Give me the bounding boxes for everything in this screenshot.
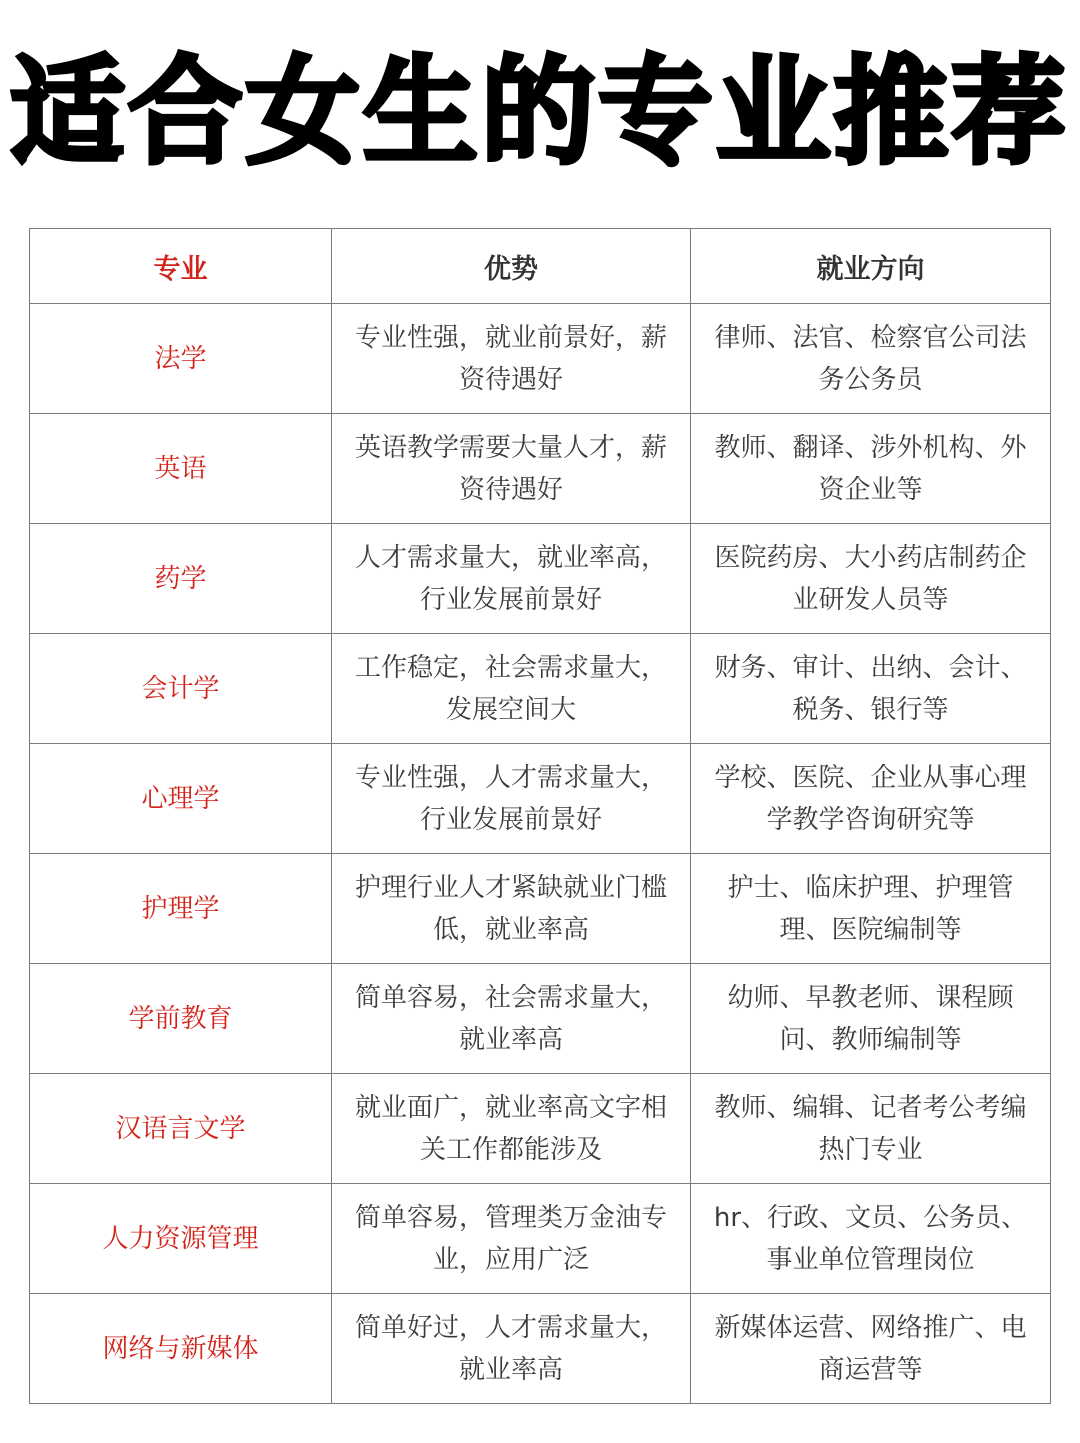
major-name: 法学 xyxy=(30,304,332,414)
major-name: 护理学 xyxy=(30,854,332,964)
major-careers: hr、行政、文员、公务员、事业单位管理岗位 xyxy=(691,1184,1051,1294)
major-name: 网络与新媒体 xyxy=(30,1294,332,1404)
major-name: 会计学 xyxy=(30,634,332,744)
major-advantage: 英语教学需要大量人才，薪资待遇好 xyxy=(332,414,691,524)
major-advantage: 专业性强，就业前景好，薪资待遇好 xyxy=(332,304,691,414)
major-careers: 医院药房、大小药店制药企业研发人员等 xyxy=(691,524,1051,634)
major-name: 药学 xyxy=(30,524,332,634)
table-header-row xyxy=(30,229,1051,304)
table-row xyxy=(30,414,1051,524)
major-careers: 新媒体运营、网络推广、电商运营等 xyxy=(691,1294,1051,1404)
major-name: 学前教育 xyxy=(30,964,332,1074)
major-advantage: 就业面广，就业率高文字相关工作都能涉及 xyxy=(332,1074,691,1184)
table-row xyxy=(30,634,1051,744)
major-careers: 幼师、早教老师、课程顾问、教师编制等 xyxy=(691,964,1051,1074)
major-advantage: 简单容易，社会需求量大，就业率高 xyxy=(332,964,691,1074)
header-major: 专业 xyxy=(30,229,332,304)
major-advantage: 工作稳定，社会需求量大，发展空间大 xyxy=(332,634,691,744)
table-row xyxy=(30,964,1051,1074)
table-row xyxy=(30,854,1051,964)
major-advantage: 专业性强，人才需求量大，行业发展前景好 xyxy=(332,744,691,854)
page-title: 适合女生的专业推荐 xyxy=(10,45,1070,180)
major-name: 英语 xyxy=(30,414,332,524)
major-careers: 护士、临床护理、护理管理、医院编制等 xyxy=(691,854,1051,964)
header-advantage: 优势 xyxy=(332,229,691,304)
table-row xyxy=(30,744,1051,854)
table-row xyxy=(30,524,1051,634)
major-careers: 教师、编辑、记者考公考编热门专业 xyxy=(691,1074,1051,1184)
major-name: 人力资源管理 xyxy=(30,1184,332,1294)
majors-table xyxy=(29,228,1051,1404)
table-row xyxy=(30,304,1051,414)
major-advantage: 护理行业人才紧缺就业门槛低，就业率高 xyxy=(332,854,691,964)
major-careers: 教师、翻译、涉外机构、外资企业等 xyxy=(691,414,1051,524)
major-advantage: 简单容易，管理类万金油专业，应用广泛 xyxy=(332,1184,691,1294)
major-name: 汉语言文学 xyxy=(30,1074,332,1184)
table-row xyxy=(30,1074,1051,1184)
major-name: 心理学 xyxy=(30,744,332,854)
header-careers: 就业方向 xyxy=(691,229,1051,304)
major-careers: 学校、医院、企业从事心理学教学咨询研究等 xyxy=(691,744,1051,854)
major-careers: 财务、审计、出纳、会计、税务、银行等 xyxy=(691,634,1051,744)
table-row xyxy=(30,1184,1051,1294)
table-row xyxy=(30,1294,1051,1404)
major-advantage: 简单好过，人才需求量大，就业率高 xyxy=(332,1294,691,1404)
major-careers: 律师、法官、检察官公司法务公务员 xyxy=(691,304,1051,414)
major-advantage: 人才需求量大，就业率高，行业发展前景好 xyxy=(332,524,691,634)
